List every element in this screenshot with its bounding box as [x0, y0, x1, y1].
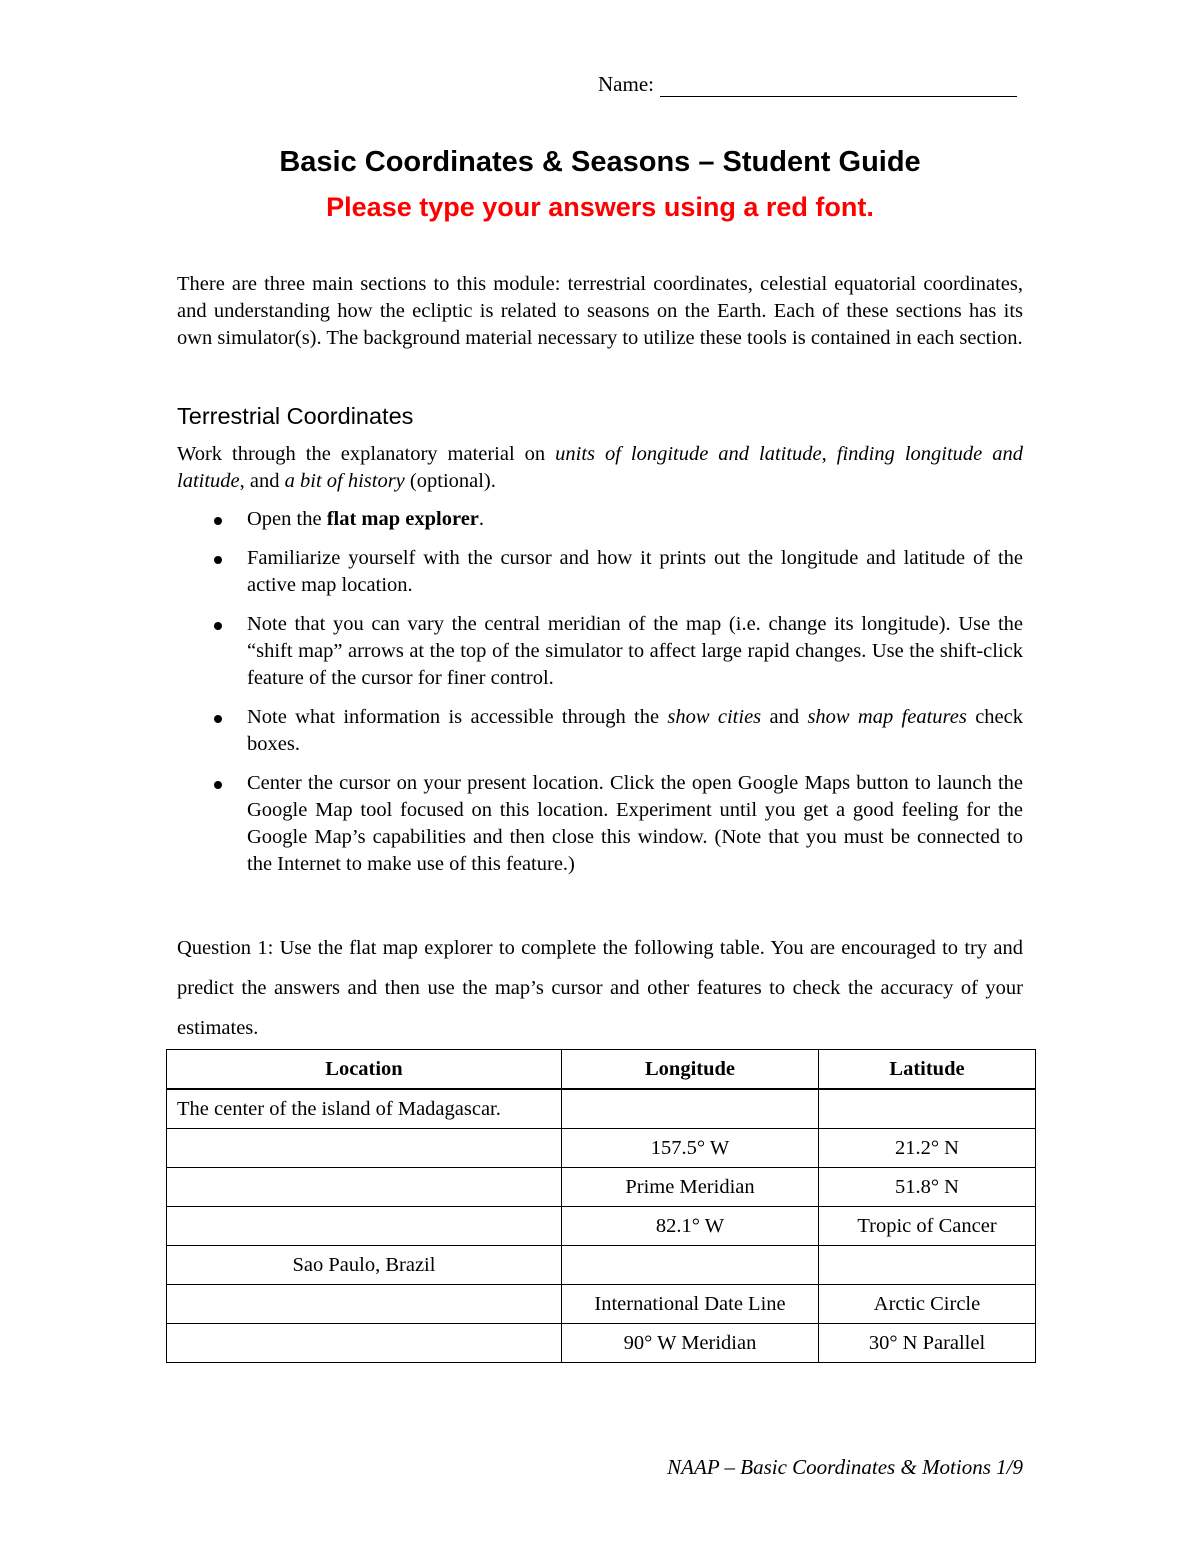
item-text: Center the cursor on your present location. Click the open Google Maps button to launch the Google Map tool focused on this location. Experiment until you get a good feeling for the Google Map’s capabilities and then close this window. (Note that you must be connected to the Internet to make use of this feature.)	[247, 772, 1023, 875]
cell-latitude[interactable]: 51.8° N	[819, 1168, 1036, 1207]
instruction-list	[177, 506, 1023, 890]
cell-longitude[interactable]: 90° W Meridian	[562, 1324, 819, 1363]
list-item	[177, 770, 1023, 878]
table-row	[167, 1129, 1036, 1168]
table-row	[167, 1324, 1036, 1363]
cell-latitude[interactable]: Arctic Circle	[819, 1285, 1036, 1324]
cell-location[interactable]: Sao Paulo, Brazil	[167, 1246, 562, 1285]
item-bold-text: flat map explorer	[326, 508, 479, 530]
table-row	[167, 1246, 1036, 1285]
list-item	[177, 611, 1023, 692]
question-1: Question 1: Use the flat map explorer to complete the following table. You are encouraged to try and predict the answers and then use the map’s cursor and other features to check the accuracy of your estimates.	[177, 937, 1023, 1039]
work-text: , and	[239, 470, 285, 492]
name-field	[598, 72, 1017, 97]
table-row	[167, 1168, 1036, 1207]
cell-location[interactable]	[167, 1207, 562, 1246]
cell-longitude[interactable]: 82.1° W	[562, 1207, 819, 1246]
table-row	[167, 1207, 1036, 1246]
document-title: Basic Coordinates & Seasons – Student Guide	[279, 146, 921, 178]
cell-latitude[interactable]	[819, 1089, 1036, 1129]
bullet-icon	[214, 781, 222, 789]
intro-paragraph: There are three main sections to this module: terrestrial coordinates, celestial equatorial coordinates, and understanding how the ecliptic is related to seasons on the Earth. Each of these sections has its own simulator(s). The background material necessary to utilize these tools is contained in each section.	[177, 273, 1023, 349]
item-text: Familiarize yourself with the cursor and how it prints out the longitude and latitude of the active map location.	[247, 547, 1023, 596]
work-text: ,	[821, 443, 837, 465]
list-item	[177, 704, 1023, 758]
cell-longitude[interactable]: Prime Meridian	[562, 1168, 819, 1207]
cell-longitude[interactable]	[562, 1089, 819, 1129]
name-label: Name:	[598, 72, 654, 96]
name-underline	[660, 76, 1017, 97]
bullet-icon	[214, 556, 222, 564]
item-text: Open the	[247, 508, 327, 530]
work-link-history: a bit of history	[284, 470, 405, 492]
bullet-icon	[214, 517, 222, 525]
cell-latitude[interactable]: 21.2° N	[819, 1129, 1036, 1168]
cell-longitude[interactable]: 157.5° W	[562, 1129, 819, 1168]
work-text: Work through the explanatory material on	[177, 443, 556, 465]
header-longitude: Longitude	[562, 1050, 819, 1090]
cell-location[interactable]	[167, 1285, 562, 1324]
item-text: Note that you can vary the central meridian of the map (i.e. change its longitude). Use the “shift map” arrows at the top of the simulator to affect large rapid changes. Use the shift-click feature of the cursor for finer control.	[247, 613, 1023, 689]
section-heading: Terrestrial Coordinates	[177, 403, 414, 429]
document-subtitle: Please type your answers using a red font.	[326, 192, 874, 222]
work-paragraph	[177, 441, 1023, 495]
cell-latitude[interactable]: 30° N Parallel	[819, 1324, 1036, 1363]
bullet-icon	[214, 715, 222, 723]
item-italic-text: show map features	[807, 706, 967, 728]
cell-longitude[interactable]: International Date Line	[562, 1285, 819, 1324]
work-link-units: units of longitude and latitude	[555, 443, 822, 465]
cell-latitude[interactable]	[819, 1246, 1036, 1285]
item-text: .	[478, 508, 485, 530]
header-location: Location	[167, 1050, 562, 1090]
bullet-icon	[214, 622, 222, 630]
cell-location[interactable]	[167, 1129, 562, 1168]
item-italic-text: show cities	[667, 706, 762, 728]
cell-location[interactable]	[167, 1324, 562, 1363]
location-table	[166, 1049, 1036, 1363]
work-text: (optional).	[404, 470, 496, 492]
list-item	[177, 545, 1023, 599]
cell-latitude[interactable]: Tropic of Cancer	[819, 1207, 1036, 1246]
table-row	[167, 1285, 1036, 1324]
header-latitude: Latitude	[819, 1050, 1036, 1090]
work-link-finding: finding longitude and latitude	[177, 443, 1023, 492]
cell-longitude[interactable]	[562, 1246, 819, 1285]
table-header-row	[167, 1050, 1036, 1090]
list-item	[177, 506, 1023, 533]
item-text: Note what information is accessible through the	[247, 706, 668, 728]
item-text: and	[761, 706, 808, 728]
page-footer: NAAP – Basic Coordinates & Motions 1/9	[667, 1455, 1023, 1479]
cell-location[interactable]: The center of the island of Madagascar.	[167, 1089, 562, 1129]
table-row	[167, 1089, 1036, 1129]
item-text: check boxes.	[247, 706, 1023, 755]
cell-location[interactable]	[167, 1168, 562, 1207]
